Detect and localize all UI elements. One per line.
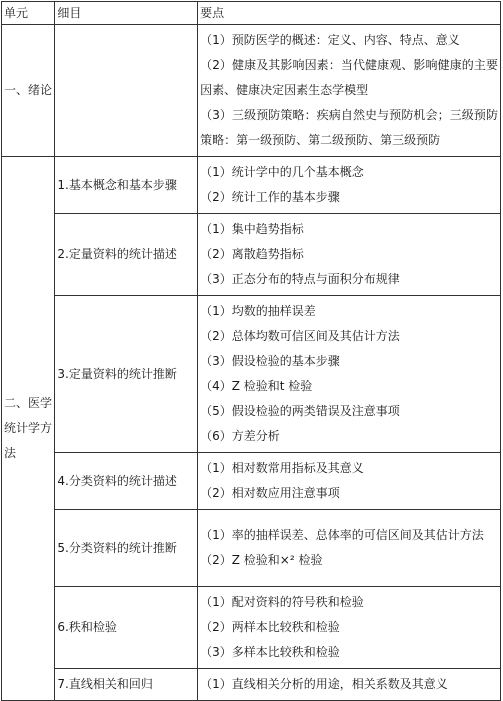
point-item: （3）三级预防策略：疾病自然史与预防机会；三级预防策略：第一级预防、第二级预防、第三级预防 xyxy=(200,108,498,147)
table-row xyxy=(2,510,501,587)
point-item: （3）正态分布的特点与面积分布规律 xyxy=(200,272,400,286)
table-row xyxy=(2,587,501,669)
point-item: （1）统计学中的几个基本概念 xyxy=(200,165,364,179)
table-row xyxy=(2,453,501,510)
points-cell xyxy=(198,453,501,510)
table-row xyxy=(2,25,501,157)
point-item: （1）相对数常用指标及其意义 xyxy=(200,461,364,475)
header-unit: 单元 xyxy=(2,2,55,25)
point-item: （3）假设检验的基本步骤 xyxy=(200,354,340,368)
point-item: （1）均数的抽样误差 xyxy=(200,304,316,318)
table-header-row xyxy=(2,2,501,25)
point-item: （6）方差分析 xyxy=(200,429,280,443)
table-row xyxy=(2,296,501,453)
points-cell xyxy=(198,157,501,214)
point-item: （1）直线相关分析的用途，相关系数及其意义 xyxy=(200,677,448,691)
syllabus-table xyxy=(1,1,501,701)
points-cell xyxy=(198,669,501,701)
detail-cell: 3.定量资料的统计推断 xyxy=(55,296,198,453)
detail-cell: 2.定量资料的统计描述 xyxy=(55,214,198,296)
point-item: （2）统计工作的基本步骤 xyxy=(200,190,340,204)
point-item: （1）配对资料的符号秩和检验 xyxy=(200,595,364,609)
unit-cell: 一、绪论 xyxy=(2,25,55,157)
point-item: （2）相对数应用注意事项 xyxy=(200,486,340,500)
header-points: 要点 xyxy=(198,2,501,25)
points-cell xyxy=(198,25,501,157)
unit-cell: 二、医学统计学方法 xyxy=(2,157,55,701)
point-item: （2）Z 检验和×² 检验 xyxy=(200,553,323,567)
detail-cell xyxy=(55,25,198,157)
header-detail: 细目 xyxy=(55,2,198,25)
points-cell xyxy=(198,214,501,296)
table-row xyxy=(2,214,501,296)
points-cell xyxy=(198,587,501,669)
point-item: （1）预防医学的概述：定义、内容、特点、意义 xyxy=(200,33,460,47)
detail-cell: 7.直线相关和回归 xyxy=(55,669,198,701)
point-item: （1）率的抽样误差、总体率的可信区间及其估计方法 xyxy=(200,528,484,542)
point-item: （5）假设检验的两类错误及注意事项 xyxy=(200,404,400,418)
detail-cell: 5.分类资料的统计推断 xyxy=(55,510,198,587)
points-cell xyxy=(198,296,501,453)
table-row xyxy=(2,669,501,701)
table-row xyxy=(2,157,501,214)
point-item: （2）两样本比较秩和检验 xyxy=(200,620,340,634)
point-item: （2）总体均数可信区间及其估计方法 xyxy=(200,329,400,343)
detail-cell: 4.分类资料的统计描述 xyxy=(55,453,198,510)
point-item: （2）健康及其影响因素：当代健康观、影响健康的主要因素、健康决定因素生态学模型 xyxy=(200,58,498,97)
points-cell xyxy=(198,510,501,587)
point-item: （2）离散趋势指标 xyxy=(200,247,304,261)
point-item: （3）多样本比较秩和检验 xyxy=(200,645,340,659)
point-item: （1）集中趋势指标 xyxy=(200,222,304,236)
detail-cell: 6.秩和检验 xyxy=(55,587,198,669)
detail-cell: 1.基本概念和基本步骤 xyxy=(55,157,198,214)
point-item: （4）Z 检验和t 检验 xyxy=(200,379,313,393)
